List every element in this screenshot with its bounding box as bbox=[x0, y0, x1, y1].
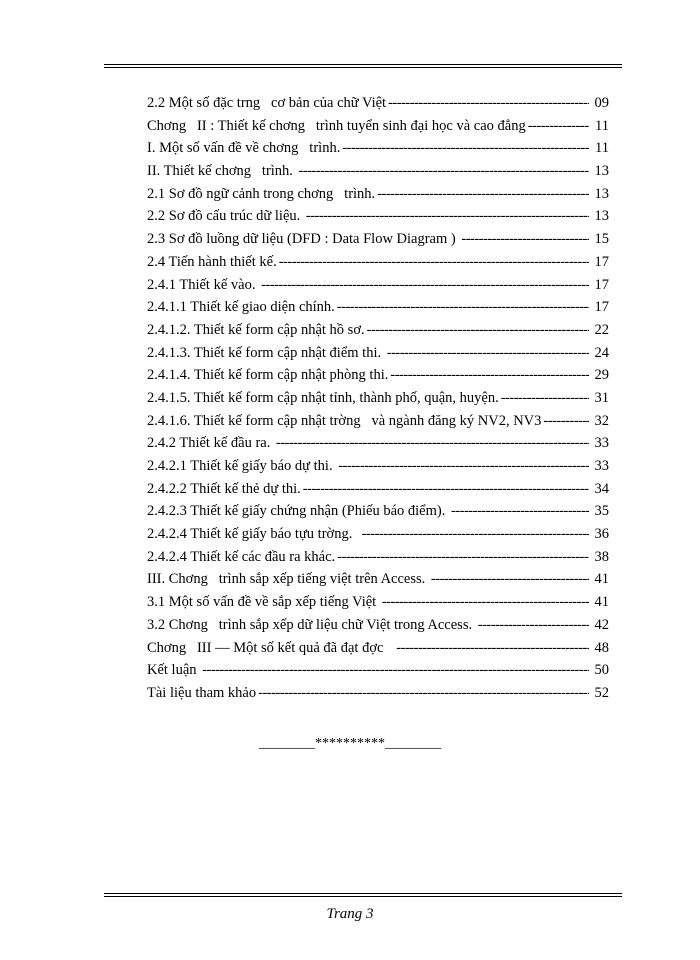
toc-entry-title: 2.1 Sơ đồ ngữ cảnh trong chơng trình. bbox=[147, 185, 376, 202]
toc-entry-page: 11 bbox=[595, 117, 609, 134]
toc-entry-page: 31 bbox=[594, 389, 609, 406]
toc-entry-title: 2.4.2 Thiết kế đầu ra. bbox=[147, 435, 274, 452]
toc-dot-leader bbox=[335, 296, 589, 319]
toc-entry bbox=[147, 659, 615, 682]
toc-entry bbox=[147, 432, 615, 455]
header-rule bbox=[104, 64, 622, 68]
toc-entry-title: III. Chơng trình sắp xếp tiếng việt trên Access. bbox=[147, 571, 429, 588]
toc-entry-title: Kết luận bbox=[147, 662, 201, 679]
toc-entry-title: 2.4.1.6. Thiết kế form cập nhật trờng và ngành đăng ký NV2, NV3 bbox=[147, 412, 542, 429]
toc-dot-leader bbox=[277, 251, 589, 274]
toc-entry-page: 17 bbox=[594, 253, 609, 270]
toc-dot-leader bbox=[386, 92, 589, 115]
toc-entry-title: 2.4.2.4 Thiết kế các đầu ra khác. bbox=[147, 548, 336, 565]
toc-entry bbox=[147, 637, 615, 660]
toc-entry-page: 13 bbox=[594, 163, 609, 180]
toc-entry bbox=[147, 251, 615, 274]
toc-entry-page: 09 bbox=[594, 95, 609, 111]
toc-entry bbox=[147, 319, 615, 342]
toc-entry bbox=[147, 160, 615, 183]
toc-entry-page: 17 bbox=[594, 276, 609, 293]
toc-dot-leader bbox=[499, 387, 589, 410]
toc-dot-leader bbox=[297, 160, 589, 183]
toc-entry-page: 35 bbox=[594, 503, 609, 520]
toc-entry bbox=[147, 183, 615, 206]
toc-entry-title: 2.4.2.1 Thiết kế giấy báo dự thi. bbox=[147, 458, 337, 474]
toc-dot-leader bbox=[385, 342, 589, 365]
section-separator: ________**********________ bbox=[259, 736, 441, 751]
toc-entry-page: 13 bbox=[594, 208, 609, 225]
toc-entry-page: 42 bbox=[594, 616, 609, 633]
toc-entry bbox=[147, 591, 615, 614]
toc-dot-leader bbox=[256, 682, 589, 705]
toc-entry-title: 2.4.2.2 Thiết kế thẻ dự thi. bbox=[147, 480, 301, 497]
toc-entry-page: 33 bbox=[594, 458, 609, 474]
toc-entry-page: 29 bbox=[594, 367, 609, 384]
toc-dot-leader bbox=[394, 637, 589, 660]
toc-entry bbox=[147, 115, 615, 138]
toc-dot-leader bbox=[340, 137, 589, 160]
toc-entry-page: 41 bbox=[594, 571, 609, 588]
toc-entry-page: 52 bbox=[594, 684, 609, 701]
toc-entry bbox=[147, 342, 615, 365]
toc-dot-leader bbox=[274, 432, 589, 455]
toc-entry-title: 2.4.1.4. Thiết kế form cập nhật phòng thi. bbox=[147, 367, 389, 384]
toc-entry bbox=[147, 614, 615, 637]
toc-dot-leader bbox=[541, 410, 589, 433]
toc-dot-leader bbox=[449, 500, 589, 523]
toc-entry-page: 48 bbox=[594, 639, 609, 656]
toc-entry bbox=[147, 478, 615, 501]
toc-entry bbox=[147, 568, 615, 591]
toc-entry bbox=[147, 546, 615, 569]
toc-entry bbox=[147, 205, 615, 228]
toc-entry-title: Tài liệu tham khảo bbox=[147, 684, 257, 701]
toc-dot-leader bbox=[375, 183, 589, 206]
toc-entry-page: 22 bbox=[594, 321, 609, 338]
toc-dot-leader bbox=[365, 319, 589, 342]
toc-entry-page: 15 bbox=[594, 231, 609, 248]
toc-dot-leader bbox=[200, 659, 589, 682]
toc-entry-title: 2.4.1.5. Thiết kế form cập nhật tỉnh, thành phố, quận, huyện. bbox=[147, 389, 499, 406]
toc-entry-title: 2.4.1 Thiết kế vào. bbox=[147, 276, 260, 293]
toc-entry bbox=[147, 137, 615, 160]
toc-entry bbox=[147, 364, 615, 387]
toc-entry-title: 2.3 Sơ đồ luồng dữ liệu (DFD : Data Flow Diagram ) bbox=[147, 231, 460, 248]
toc-entry-title: Chơng II : Thiết kế chơng trình tuyển sinh đại học và cao đẳng bbox=[147, 117, 526, 134]
toc-entry-page: 41 bbox=[594, 594, 609, 611]
toc-entry bbox=[147, 410, 615, 433]
toc-dot-leader bbox=[336, 455, 589, 478]
toc-entry-page: 50 bbox=[594, 662, 609, 679]
toc-entry-page: 13 bbox=[594, 185, 609, 202]
toc-entry-page: 33 bbox=[594, 435, 609, 452]
toc-entry-title: II. Thiết kế chơng trình. bbox=[147, 163, 297, 180]
page-number: Trang 3 bbox=[326, 906, 374, 922]
toc-entry bbox=[147, 228, 615, 251]
toc-entry bbox=[147, 500, 615, 523]
table-of-contents bbox=[147, 92, 615, 705]
toc-dot-leader bbox=[259, 274, 589, 297]
footer-rule bbox=[104, 893, 622, 897]
toc-entry-title: I. Một số vấn đề về chơng trình. bbox=[147, 140, 341, 157]
toc-entry-title: 2.4.1.3. Thiết kế form cập nhật điểm thi. bbox=[147, 344, 385, 361]
toc-dot-leader bbox=[526, 115, 589, 138]
toc-entry-title: 2.4.2.4 Thiết kế giấy báo tựu trờng. bbox=[147, 526, 360, 543]
toc-entry-title: 2.2 Sơ đồ cấu trúc dữ liệu. bbox=[147, 208, 304, 225]
toc-dot-leader bbox=[476, 614, 589, 637]
toc-entry-title: Chơng III — Một số kết quả đã đạt đợc bbox=[147, 639, 395, 656]
toc-dot-leader bbox=[429, 568, 589, 591]
toc-entry-title: 3.2 Chơng trình sắp xếp dữ liệu chữ Việt trong Access. bbox=[147, 616, 476, 633]
toc-dot-leader bbox=[459, 228, 589, 251]
toc-entry-title: 2.4 Tiến hành thiết kế. bbox=[147, 253, 277, 270]
toc-entry-title: 2.2 Một số đặc trng cơ bản của chữ Việt bbox=[147, 95, 387, 111]
toc-entry-title: 3.1 Một số vấn đề về sắp xếp tiếng Việt bbox=[147, 594, 380, 611]
toc-dot-leader bbox=[304, 205, 589, 228]
toc-entry-title: 2.4.1.1 Thiết kế giao diện chính. bbox=[147, 299, 335, 316]
toc-entry-page: 24 bbox=[594, 344, 609, 361]
toc-entry bbox=[147, 523, 615, 546]
toc-dot-leader bbox=[301, 478, 589, 501]
toc-entry bbox=[147, 387, 615, 410]
toc-dot-leader bbox=[360, 523, 589, 546]
toc-entry-title: 2.4.1.2. Thiết kế form cập nhật hồ sơ. bbox=[147, 321, 365, 338]
toc-dot-leader bbox=[380, 591, 589, 614]
toc-entry-page: 38 bbox=[594, 548, 609, 565]
toc-entry-page: 36 bbox=[594, 526, 609, 543]
toc-dot-leader bbox=[335, 546, 589, 569]
toc-entry-page: 32 bbox=[594, 412, 609, 429]
toc-entry-page: 11 bbox=[595, 140, 609, 157]
toc-entry bbox=[147, 92, 615, 115]
toc-entry bbox=[147, 455, 615, 478]
toc-entry bbox=[147, 296, 615, 319]
toc-dot-leader bbox=[388, 364, 589, 387]
toc-entry bbox=[147, 274, 615, 297]
toc-entry-page: 34 bbox=[594, 480, 609, 497]
toc-entry bbox=[147, 682, 615, 705]
toc-entry-page: 17 bbox=[594, 299, 609, 316]
toc-entry-title: 2.4.2.3 Thiết kế giấy chứng nhận (Phiếu báo điểm). bbox=[147, 503, 449, 520]
